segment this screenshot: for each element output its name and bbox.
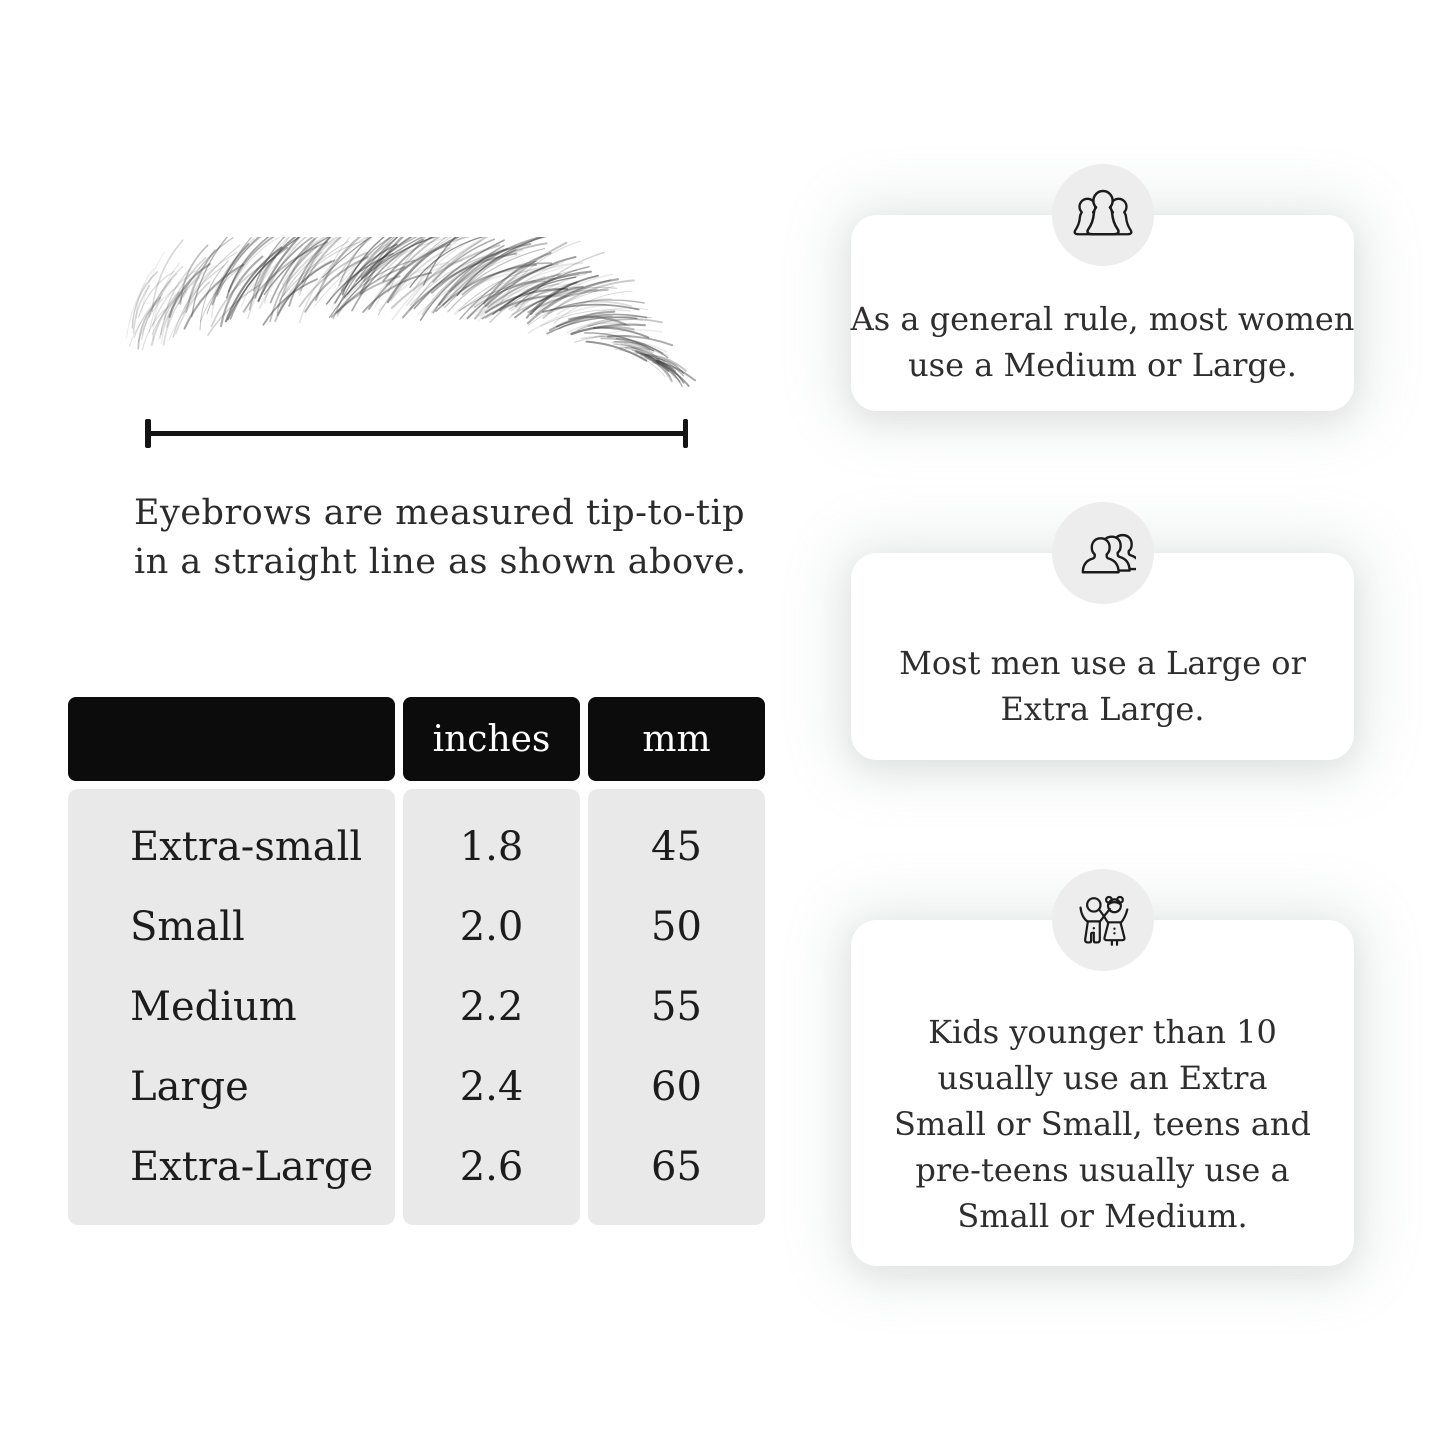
header-cell-inches: inches [403, 697, 580, 781]
kids-icon [1070, 891, 1136, 949]
caption-line-2: in a straight line as shown above. [134, 542, 747, 582]
card-text-line: pre-teens usually use a [915, 1151, 1290, 1189]
mm-value: 55 [651, 984, 702, 1030]
card-text-line: Extra Large. [1000, 689, 1205, 728]
mm-value: 50 [651, 904, 702, 950]
card-text-line: use a Medium or Large. [908, 346, 1297, 384]
table-row-label: Extra-small [130, 824, 363, 870]
women-group-icon [1070, 186, 1136, 244]
card-text-line: usually use an Extra [937, 1059, 1268, 1097]
info-card-kids [851, 920, 1354, 1266]
inches-value: 2.6 [459, 1144, 524, 1190]
inches-value: 1.8 [459, 824, 524, 870]
inches-value: 2.0 [459, 904, 524, 950]
header-cell-size [68, 697, 395, 781]
inches-value: 2.2 [459, 984, 524, 1030]
size-table [68, 697, 765, 1225]
card-text-line: Small or Small, teens and [894, 1105, 1311, 1143]
men-group-icon [1070, 524, 1136, 582]
size-column [68, 789, 395, 1225]
men-card-text [899, 640, 1306, 732]
eyebrow-illustration [118, 237, 698, 397]
men-icon-circle [1052, 502, 1154, 604]
table-row-label: Extra-Large [130, 1144, 374, 1190]
measurement-line-bar [145, 431, 688, 437]
inches-value: 2.4 [459, 1064, 524, 1110]
info-card-men [851, 553, 1354, 760]
kids-card-text [894, 1009, 1311, 1239]
mm-value: 60 [651, 1064, 702, 1110]
figure-caption [134, 489, 747, 587]
kids-icon-circle [1052, 869, 1154, 971]
table-row-label: Small [130, 904, 245, 950]
mm-value: 45 [651, 824, 702, 870]
card-text-line: Small or Medium. [957, 1197, 1248, 1235]
women-icon-circle [1052, 164, 1154, 266]
card-text-line: As a general rule, most women [850, 300, 1355, 338]
caption-line-1: Eyebrows are measured tip-to-tip [134, 493, 746, 533]
measurement-line-right-cap [683, 419, 689, 448]
mm-column [588, 789, 765, 1225]
eyebrow-sketch-svg [118, 237, 698, 397]
mm-value: 65 [651, 1144, 702, 1190]
header-cell-mm: mm [588, 697, 765, 781]
card-text-line: Most men use a Large or [899, 643, 1306, 682]
inches-column [403, 789, 580, 1225]
info-card-women [851, 215, 1354, 411]
size-table-header-row [68, 697, 765, 781]
measurement-line [145, 419, 688, 448]
size-table-body [68, 789, 765, 1225]
table-row-label: Large [130, 1064, 249, 1110]
women-card-text [851, 296, 1355, 388]
card-text-line: Kids younger than 10 [928, 1013, 1277, 1051]
table-row-label: Medium [130, 984, 297, 1030]
